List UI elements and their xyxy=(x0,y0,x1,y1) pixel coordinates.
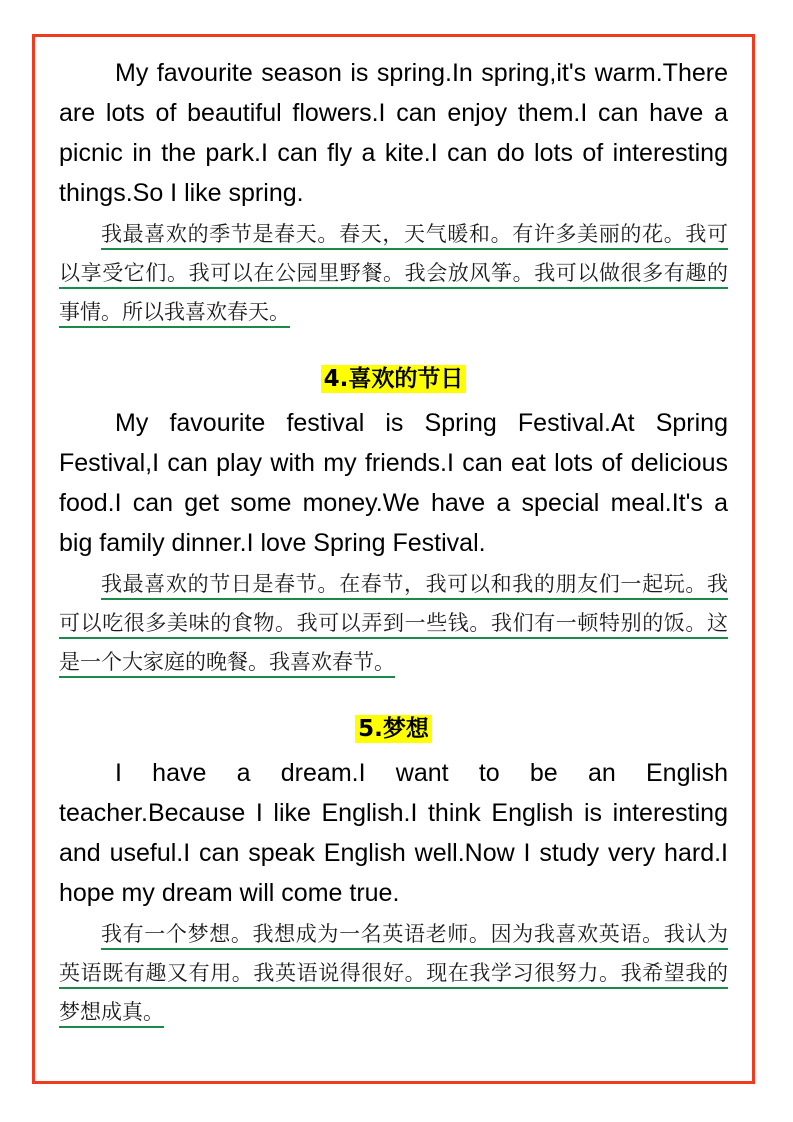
section-heading-5 xyxy=(59,710,728,743)
essay3-chinese-paragraph xyxy=(59,215,728,332)
section-heading-4-label: 4.喜欢的节日 xyxy=(321,365,467,393)
section-heading-4 xyxy=(59,360,728,393)
essay5-english-paragraph: I have a dream.I want to be an English teacher.Because I like English.I think English is interesting and useful.I can speak English well.Now I study very hard.I hope my dream will come true. xyxy=(59,759,728,907)
essay5-chinese-text: 我有一个梦想。我想成为一名英语老师。因为我喜欢英语。我认为英语既有趣又有用。我英语说得很好。现在我学习很努力。我希望我的梦想成真。 xyxy=(59,922,728,1028)
essay3-english-paragraph: My favourite season is spring.In spring,it's warm.There are lots of beautiful flowers.I can enjoy them.I can have a picnic in the park.I can fly a kite.I can do lots of interesting things.So I like spring. xyxy=(59,59,728,207)
essay4-english-paragraph: My favourite festival is Spring Festival.At Spring Festival,I can play with my friends.I can eat lots of delicious food.I can get some money.We have a special meal.It's a big family dinner.I love Spring Festival. xyxy=(59,409,728,557)
essay4-chinese-paragraph xyxy=(59,565,728,682)
document-page xyxy=(32,34,755,1084)
essay4-chinese-text: 我最喜欢的节日是春节。在春节，我可以和我的朋友们一起玩。我可以吃很多美味的食物。我可以弄到一些钱。我们有一顿特别的饭。这是一个大家庭的晚餐。我喜欢春节。 xyxy=(59,572,728,678)
document-content xyxy=(35,37,752,1042)
essay3-chinese-text: 我最喜欢的季节是春天。春天，天气暖和。有许多美丽的花。我可以享受它们。我可以在公园里野餐。我会放风筝。我可以做很多有趣的事情。所以我喜欢春天。 xyxy=(59,222,728,328)
essay5-chinese-paragraph xyxy=(59,915,728,1032)
section-heading-5-label: 5.梦想 xyxy=(355,715,432,743)
